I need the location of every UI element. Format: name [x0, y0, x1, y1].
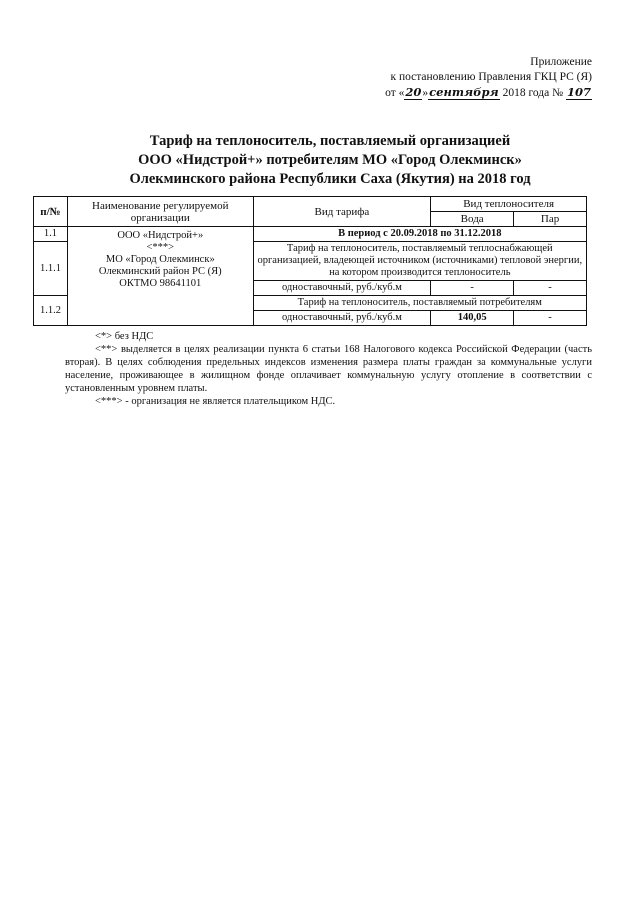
value-water: 140,05: [431, 311, 514, 326]
value-steam: -: [514, 281, 587, 296]
handwritten-number: 107: [566, 85, 591, 99]
rate-type: одноставочный, руб./куб.м: [253, 311, 431, 326]
document-title: Тариф на теплоноситель, поставляемый организацией ООО «Нидстрой+» потребителям МО «Город Олекминск» Олекминского района Республики Саха (Якутия) на 2018 год: [129, 133, 531, 187]
handwritten-day: 20: [405, 85, 422, 99]
row-num: 1.1.2: [34, 296, 68, 326]
table-row: [34, 227, 587, 242]
value-water: -: [431, 281, 514, 296]
footnote-1: <*> без НДС: [95, 331, 154, 342]
tariff-table: [33, 196, 587, 326]
appendix-label: Приложение: [530, 56, 592, 68]
header-carrier-type: Вид теплоносителя: [431, 197, 587, 212]
tariff-description: Тариф на теплоноситель, поставляемый теплоснабжающей организацией, владеющей источником (источниками) тепловой энергии, на котором производится теплоноситель: [253, 242, 586, 281]
header-tariff-type: Вид тарифа: [253, 197, 431, 227]
organization-cell: ООО «Нидстрой+» <***> МО «Город Олекминск» Олекминский район РС (Я) ОКТМО 98641101: [67, 227, 253, 326]
appendix-date-line: от «20»сентября 2018 года № 107: [385, 85, 591, 99]
table-header-row: [34, 197, 587, 212]
header-organization: Наименование регулируемой организации: [67, 197, 253, 227]
header-steam: Пар: [514, 212, 587, 227]
tariff-description: Тариф на теплоноситель, поставляемый потребителям: [253, 296, 586, 311]
appendix-header: [385, 55, 592, 101]
footnotes: [65, 330, 592, 408]
footnote-2: <**> выделяется в целях реализации пункта 6 статьи 168 Налогового кодекса Российской Федерации (часть вторая). В целях соблюдения предельных индексов изменения размера платы граждан за коммунальные услуги население, проживающее в жилищном фонде оплачивает коммунальную услугу отопление в соответствии с установленным уровнем платы.: [65, 344, 592, 394]
handwritten-month: сентября: [429, 85, 499, 99]
footnote-3: <***> - организация не является плательщиком НДС.: [95, 396, 336, 407]
header-num: п/№: [34, 197, 68, 227]
rate-type: одноставочный, руб./куб.м: [253, 281, 431, 296]
row-num: 1.1.1: [34, 242, 68, 296]
value-steam: -: [514, 311, 587, 326]
period-cell: В период с 20.09.2018 по 31.12.2018: [253, 227, 586, 242]
row-num: 1.1: [34, 227, 68, 242]
header-water: Вода: [431, 212, 514, 227]
appendix-resolution: к постановлению Правления ГКЦ РС (Я): [390, 71, 592, 83]
